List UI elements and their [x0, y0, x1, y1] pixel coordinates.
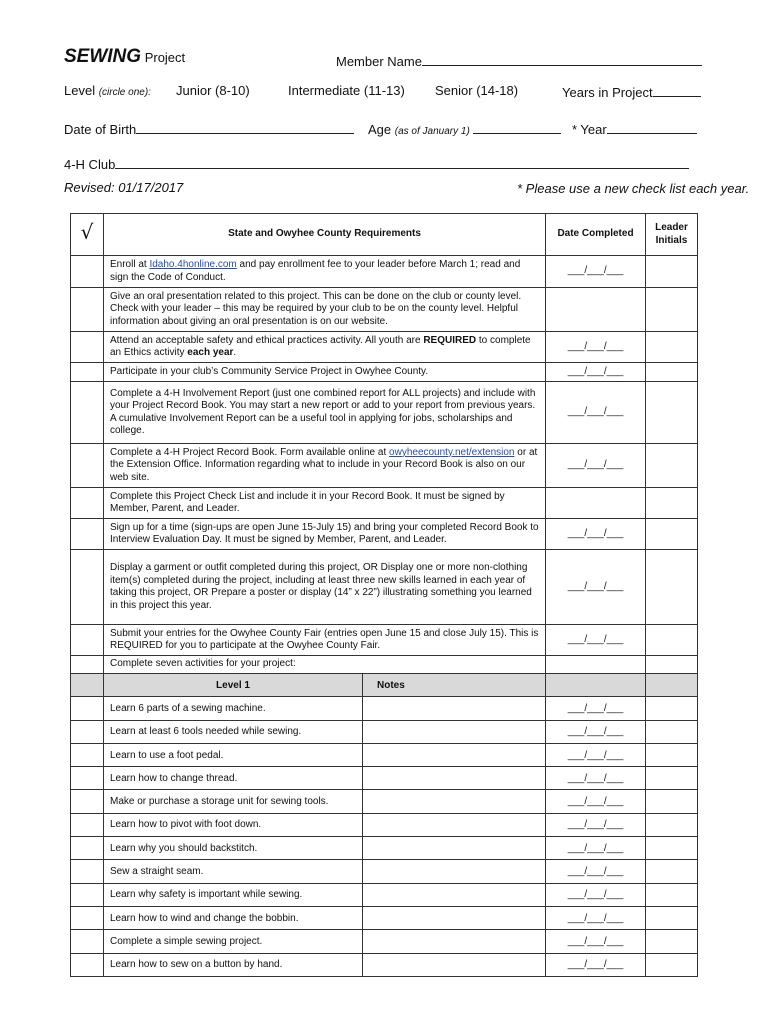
requirement-checkbox[interactable]: [71, 382, 104, 444]
activity-text: Learn 6 parts of a sewing machine.: [104, 697, 363, 720]
age-field[interactable]: [368, 120, 561, 137]
activity-date-field[interactable]: ___/___/___: [546, 743, 646, 766]
date-column-header: Date Completed: [546, 214, 646, 256]
member-name-line[interactable]: [422, 52, 702, 66]
requirement-row: [71, 256, 698, 288]
level-label: Level: [64, 83, 96, 98]
activity-checkbox[interactable]: [71, 883, 104, 906]
level-option-senior[interactable]: Senior (14-18): [435, 83, 519, 98]
date-completed-field[interactable]: ___/___/___: [546, 550, 646, 625]
title-line: [64, 46, 185, 68]
level1-header-check: [71, 674, 104, 697]
club-field[interactable]: [64, 155, 689, 172]
level-label-group: [64, 83, 151, 98]
revised-date: Revised: 01/17/2017: [64, 180, 184, 195]
requirements-table: [70, 213, 698, 674]
years-in-project-field[interactable]: [562, 83, 701, 100]
requirement-text-part: Complete a 4-H Project Record Book. Form available online at: [110, 446, 390, 458]
requirement-checkbox[interactable]: [71, 550, 104, 625]
leader-initials-field[interactable]: [646, 656, 698, 674]
activity-notes-field[interactable]: [363, 767, 546, 790]
level-option-intermediate[interactable]: Intermediate (11-13): [288, 83, 405, 98]
activity-notes-field[interactable]: [363, 720, 546, 743]
date-completed-field[interactable]: ___/___/___: [546, 382, 646, 444]
activity-date-field[interactable]: ___/___/___: [546, 813, 646, 836]
notes-heading: Notes: [363, 674, 546, 697]
age-line[interactable]: [473, 120, 561, 134]
activity-row: [71, 743, 698, 766]
activity-leader-field[interactable]: [646, 720, 698, 743]
requirement-text-part: and pay enrollment fee to your leader before March 1; read and sign the Code of Conduct.: [110, 259, 521, 283]
activity-checkbox[interactable]: [71, 953, 104, 976]
activity-text: Learn how to change thread.: [104, 767, 363, 790]
leader-initials-field[interactable]: [646, 288, 698, 332]
activity-text: Complete a simple sewing project.: [104, 930, 363, 953]
year-field[interactable]: [572, 120, 697, 137]
requirement-row: [71, 288, 698, 332]
project-title-suffix: Project: [144, 50, 186, 65]
requirement-row: [71, 519, 698, 550]
project-title: SEWING: [64, 46, 142, 67]
requirement-row: [71, 488, 698, 519]
requirement-text-part: Complete a 4-H Involvement Report (just one combined report for ALL projects) and include with your Project Record Book. You may start a new report or add to your report from previous years. A cumulative Involvement Report can be a useful tool in applying for jobs, scholarships and college.: [110, 387, 536, 436]
requirement-text: [104, 382, 546, 444]
requirement-row: [71, 550, 698, 625]
leader-initials-field[interactable]: [646, 488, 698, 519]
activity-text: Make or purchase a storage unit for sewing tools.: [104, 790, 363, 813]
leader-initials-field[interactable]: [646, 444, 698, 488]
activity-row: [71, 720, 698, 743]
requirement-link[interactable]: Idaho.4honline.com: [149, 259, 237, 270]
activity-date-field[interactable]: ___/___/___: [546, 697, 646, 720]
date-completed-field[interactable]: ___/___/___: [546, 519, 646, 550]
activity-date-field[interactable]: ___/___/___: [546, 837, 646, 860]
activity-notes-field[interactable]: [363, 697, 546, 720]
activity-leader-field[interactable]: [646, 790, 698, 813]
activity-row: [71, 697, 698, 720]
requirement-checkbox[interactable]: [71, 625, 104, 656]
requirement-text-part: Complete this Project Check List and include it in your Record Book. It must be signed by Member, Parent, and Leader.: [110, 490, 505, 514]
activity-leader-field[interactable]: [646, 697, 698, 720]
activity-notes-field[interactable]: [363, 837, 546, 860]
activity-date-field[interactable]: ___/___/___: [546, 720, 646, 743]
dob-line[interactable]: [136, 120, 354, 134]
leader-column-header: Leader Initials: [646, 214, 698, 256]
level-hint: (circle one):: [98, 87, 151, 98]
date-completed-field[interactable]: ___/___/___: [546, 256, 646, 288]
years-line[interactable]: [653, 83, 701, 97]
level1-header-date: [546, 674, 646, 697]
requirement-text-part: .: [233, 347, 237, 358]
activity-text: Sew a straight seam.: [104, 860, 363, 883]
date-completed-field[interactable]: ___/___/___: [546, 332, 646, 363]
requirement-text: [104, 332, 546, 363]
requirement-checkbox[interactable]: [71, 444, 104, 488]
requirement-text-part: or at the Extension Office. Information regarding what to include in your Record Book is also on our web site.: [110, 446, 538, 483]
activity-checkbox[interactable]: [71, 790, 104, 813]
checklist-note: * Please use a new check list each year.: [517, 181, 750, 196]
leader-initials-field[interactable]: [646, 332, 698, 363]
requirement-text-part: Display a garment or outfit completed during this project, OR Display one or more non-clothing item(s) completed during the project, including at least three new skills learned in each year of taking this project, OR Prepare a poster or display (14” x 22”) illustrating something you learned in this project this year.: [110, 562, 532, 611]
activity-checkbox[interactable]: [71, 813, 104, 836]
level1-header-row: [71, 674, 698, 697]
requirement-text: [104, 363, 546, 382]
club-label: 4-H Club: [64, 157, 116, 172]
leader-initials-field[interactable]: [646, 625, 698, 656]
activity-leader-field[interactable]: [646, 930, 698, 953]
leader-initials-field[interactable]: [646, 382, 698, 444]
member-name-field[interactable]: [336, 52, 702, 69]
requirement-text: [104, 444, 546, 488]
level1-heading: Level 1: [104, 674, 363, 697]
activity-leader-field[interactable]: [646, 906, 698, 929]
activity-row: [71, 930, 698, 953]
activity-checkbox[interactable]: [71, 906, 104, 929]
activity-checkbox[interactable]: [71, 720, 104, 743]
activity-checkbox[interactable]: [71, 743, 104, 766]
activity-text: Learn to use a foot pedal.: [104, 743, 363, 766]
level-option-junior[interactable]: Junior (8-10): [176, 83, 250, 98]
leader-initials-field[interactable]: [646, 519, 698, 550]
activity-notes-field[interactable]: [363, 860, 546, 883]
dob-label: Date of Birth: [64, 122, 137, 137]
activity-checkbox[interactable]: [71, 697, 104, 720]
requirement-checkbox[interactable]: [71, 363, 104, 382]
activity-text: Learn at least 6 tools needed while sewing.: [104, 720, 363, 743]
requirement-link[interactable]: owyheecounty.net/extension: [389, 446, 515, 458]
requirements-header-row: [71, 214, 698, 256]
activity-date-field[interactable]: ___/___/___: [546, 883, 646, 906]
activity-notes-field[interactable]: [363, 813, 546, 836]
requirement-text-part: Attend an acceptable safety and ethical practices activity. All youth are: [110, 334, 424, 346]
activity-text: Learn why safety is important while sewing.: [104, 883, 363, 906]
activity-row: [71, 790, 698, 813]
activity-checkbox[interactable]: [71, 767, 104, 790]
activity-notes-field[interactable]: [363, 953, 546, 976]
requirement-emphasis: REQUIRED: [423, 334, 477, 346]
activity-notes-field[interactable]: [363, 906, 546, 929]
age-label: Age: [368, 122, 392, 137]
activity-leader-field[interactable]: [646, 860, 698, 883]
requirement-text: [104, 488, 546, 519]
requirement-text: [104, 519, 546, 550]
requirement-text-part: Complete seven activities for your project:: [110, 658, 296, 670]
requirement-checkbox[interactable]: [71, 332, 104, 363]
activity-row: [71, 953, 698, 976]
requirement-row: [71, 656, 698, 674]
date-completed-field[interactable]: [546, 656, 646, 674]
years-label: Years in Project: [562, 85, 653, 100]
activity-checkbox[interactable]: [71, 837, 104, 860]
requirement-row: [71, 332, 698, 363]
requirement-checkbox[interactable]: [71, 288, 104, 332]
requirement-row: [71, 363, 698, 382]
requirement-text: [104, 288, 546, 332]
requirement-row: [71, 625, 698, 656]
club-line[interactable]: [115, 155, 689, 169]
level1-table: [70, 673, 698, 977]
dob-field[interactable]: [64, 120, 354, 137]
activity-leader-field[interactable]: [646, 953, 698, 976]
activity-text: Learn how to sew on a button by hand.: [104, 953, 363, 976]
age-hint: (as of January 1): [394, 126, 470, 137]
requirement-text-part: to complete an Ethics activity: [110, 334, 531, 358]
activity-row: [71, 767, 698, 790]
activity-text: Learn why you should backstitch.: [104, 837, 363, 860]
activity-notes-field[interactable]: [363, 790, 546, 813]
requirement-emphasis: each year: [187, 347, 234, 358]
requirement-text: [104, 625, 546, 656]
year-line[interactable]: [607, 120, 697, 134]
activity-leader-field[interactable]: [646, 813, 698, 836]
activity-date-field[interactable]: ___/___/___: [546, 767, 646, 790]
activity-date-field[interactable]: ___/___/___: [546, 790, 646, 813]
date-completed-field[interactable]: ___/___/___: [546, 444, 646, 488]
requirements-column-header: State and Owyhee County Requirements: [104, 214, 546, 256]
activity-leader-field[interactable]: [646, 767, 698, 790]
activity-date-field[interactable]: ___/___/___: [546, 860, 646, 883]
requirement-text-part: Submit your entries for the Owyhee County Fair (entries open June 15 and close July 15). This is REQUIRED for you to participate at the Owyhee County Fair.: [110, 627, 539, 651]
leader-initials-field[interactable]: [646, 363, 698, 382]
activity-leader-field[interactable]: [646, 743, 698, 766]
requirement-checkbox[interactable]: [71, 488, 104, 519]
requirement-text-part: Participate in your club’s Community Service Project in Owyhee County.: [110, 365, 429, 377]
date-completed-field[interactable]: [546, 288, 646, 332]
checkmark-icon: √: [80, 219, 94, 244]
leader-initials-field[interactable]: [646, 256, 698, 288]
activity-date-field[interactable]: ___/___/___: [546, 906, 646, 929]
requirement-checkbox[interactable]: [71, 519, 104, 550]
activity-notes-field[interactable]: [363, 883, 546, 906]
requirement-checkbox[interactable]: [71, 256, 104, 288]
check-column-header: [71, 214, 104, 256]
activity-date-field[interactable]: ___/___/___: [546, 930, 646, 953]
date-completed-field[interactable]: ___/___/___: [546, 625, 646, 656]
level1-header-leader: [646, 674, 698, 697]
leader-initials-field[interactable]: [646, 550, 698, 625]
requirement-text: [104, 656, 546, 674]
requirement-checkbox[interactable]: [71, 656, 104, 674]
activity-notes-field[interactable]: [363, 743, 546, 766]
activity-row: [71, 837, 698, 860]
date-completed-field[interactable]: [546, 488, 646, 519]
requirement-text: [104, 256, 546, 288]
activity-leader-field[interactable]: [646, 837, 698, 860]
requirement-text: [104, 550, 546, 625]
requirement-text-part: Give an oral presentation related to this project. This can be done on the club or county level. Check with your leader – this may be required by your club to be on the county level. Helpful information about giving an oral presentation is on our website.: [110, 290, 522, 327]
year-label: * Year: [572, 122, 607, 137]
activity-text: Learn how to wind and change the bobbin.: [104, 906, 363, 929]
activity-row: [71, 883, 698, 906]
date-completed-field[interactable]: ___/___/___: [546, 363, 646, 382]
requirement-row: [71, 444, 698, 488]
activity-row: [71, 906, 698, 929]
activity-checkbox[interactable]: [71, 930, 104, 953]
activity-notes-field[interactable]: [363, 930, 546, 953]
activity-row: [71, 813, 698, 836]
activity-text: Learn how to pivot with foot down.: [104, 813, 363, 836]
activity-row: [71, 860, 698, 883]
requirement-row: [71, 382, 698, 444]
activity-date-field[interactable]: ___/___/___: [546, 953, 646, 976]
requirement-text-part: Sign up for a time (sign-ups are open June 15-July 15) and bring your completed Record Book to Interview Evaluation Day. It must be signed by Member, Parent, and Leader.: [110, 521, 539, 545]
requirement-text-part: Enroll at: [110, 259, 150, 270]
activity-checkbox[interactable]: [71, 860, 104, 883]
activity-leader-field[interactable]: [646, 883, 698, 906]
member-name-label: Member Name: [336, 54, 422, 69]
